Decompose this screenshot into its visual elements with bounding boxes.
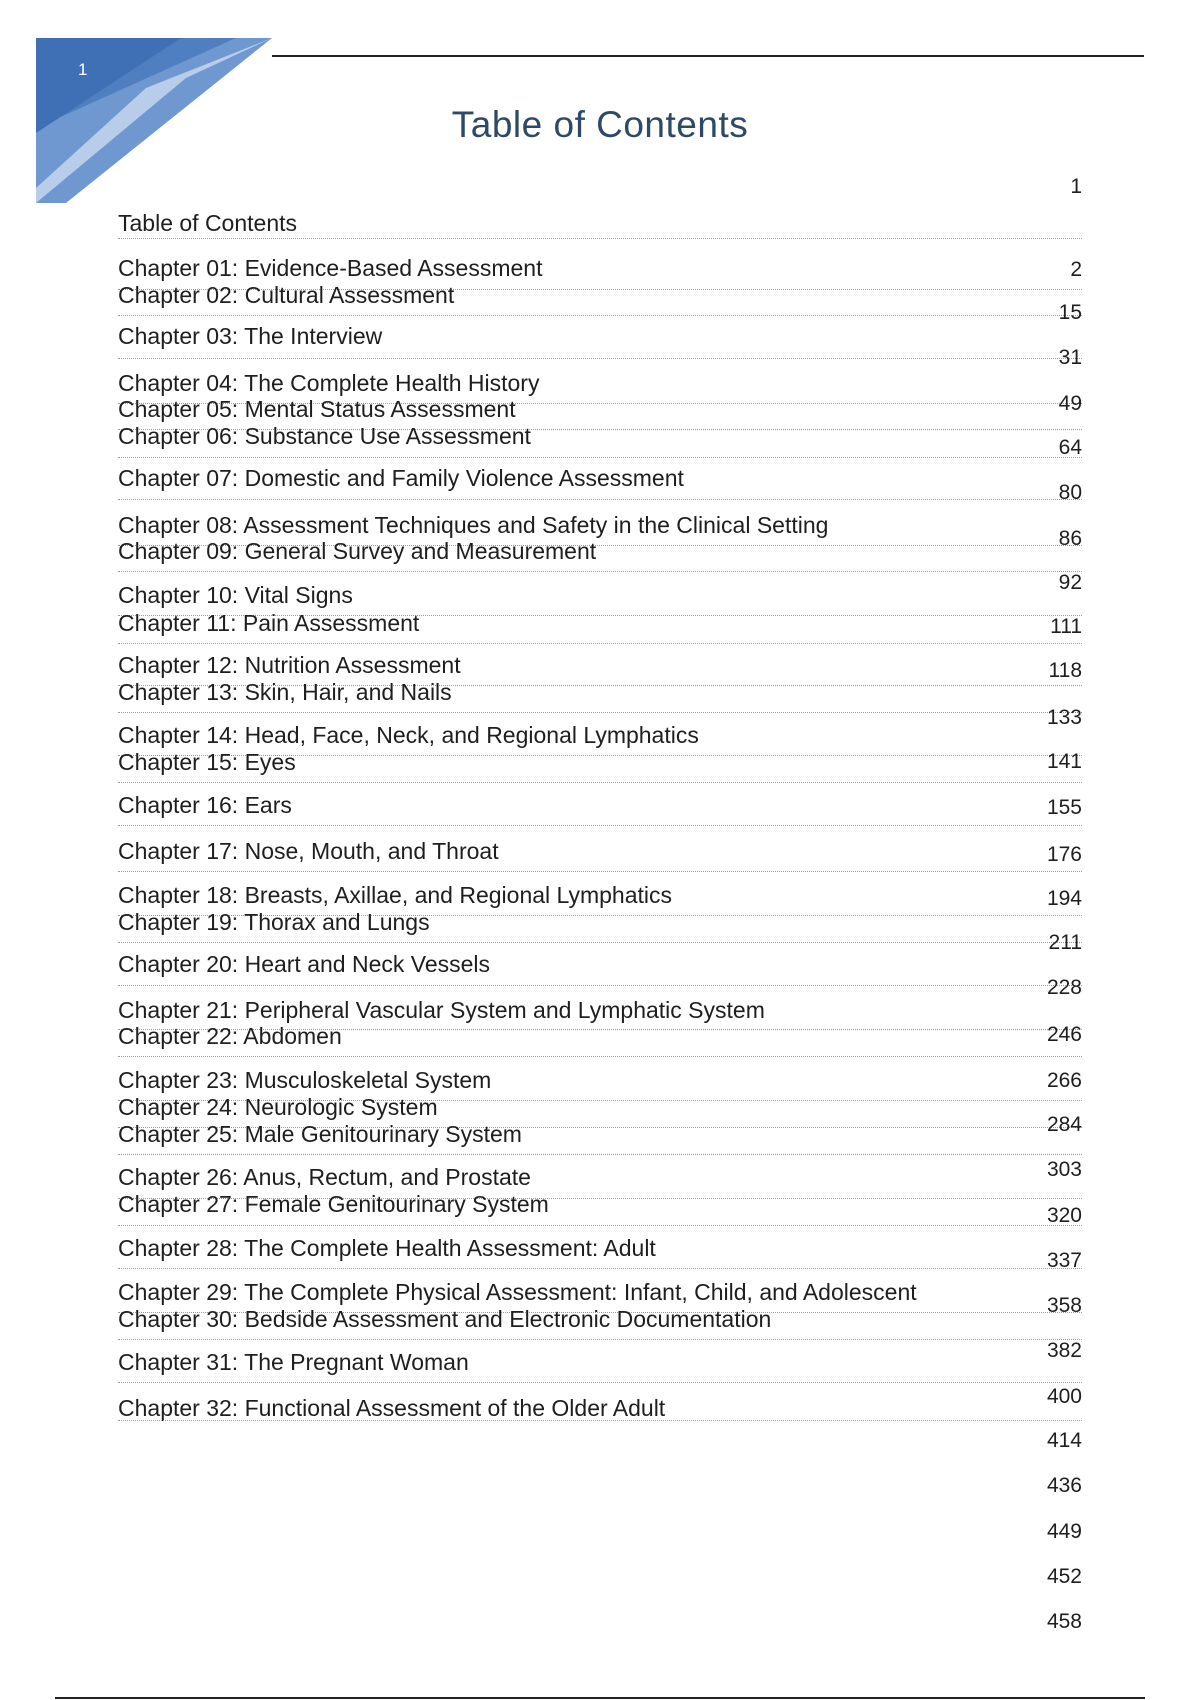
toc-page-number: 2 [1070,258,1082,281]
toc-entry[interactable]: Chapter 03: The Interview [118,323,383,349]
toc-entry[interactable]: Chapter 04: The Complete Health History [118,370,540,396]
toc-entry[interactable]: Chapter 15: Eyes [118,749,296,775]
dot-leader [118,985,1082,986]
toc-page-number: 133 [1046,706,1082,729]
dot-leader [118,1056,1082,1057]
dot-leader [118,1154,1082,1155]
toc-entry[interactable]: Chapter 11: Pain Assessment [118,610,420,636]
toc-page-number: 303 [1046,1158,1082,1181]
toc-page-number: 320 [1046,1204,1082,1227]
toc-page-number: 228 [1046,976,1082,999]
toc-entry-heading[interactable]: Table of Contents [118,210,298,236]
toc-entry[interactable]: Chapter 09: General Survey and Measurement [118,538,597,564]
toc-entry[interactable]: Chapter 23: Musculoskeletal System [118,1067,492,1093]
toc-page-number: 414 [1046,1429,1082,1452]
toc-page-number: 452 [1046,1565,1082,1588]
toc-entry[interactable]: Chapter 14: Head, Face, Neck, and Regional Lymphatics [118,722,699,748]
toc-entry[interactable]: Chapter 20: Heart and Neck Vessels [118,951,491,977]
dot-leader [118,825,1082,826]
toc-page-number: 15 [1058,301,1082,324]
toc-page-number: 382 [1046,1339,1082,1362]
toc-entry[interactable]: Chapter 30: Bedside Assessment and Electronic Documentation [118,1306,772,1332]
dot-leader [118,358,1082,359]
toc-page-number: 80 [1058,481,1082,504]
toc-page-number: 86 [1058,527,1082,550]
toc-page-number: 155 [1046,796,1082,819]
dot-leader [118,238,1082,239]
toc-entry[interactable]: Chapter 25: Male Genitourinary System [118,1121,522,1147]
dot-leader [118,1382,1082,1383]
dot-leader [118,942,1082,943]
toc-page-number: 1 [1070,175,1082,198]
toc-entry[interactable]: Chapter 13: Skin, Hair, and Nails [118,679,452,705]
toc-page-number: 118 [1048,659,1082,682]
toc-page-number: 284 [1046,1113,1082,1136]
toc-entry[interactable]: Chapter 17: Nose, Mouth, and Throat [118,838,499,864]
toc-entry[interactable]: Chapter 08: Assessment Techniques and Safety in the Clinical Setting [118,512,829,538]
toc-page-number: 111 [1050,615,1082,638]
dot-leader [118,1225,1082,1226]
toc-entry[interactable]: Chapter 31: The Pregnant Woman [118,1349,469,1375]
dot-leader [118,1420,1082,1421]
toc-entry[interactable]: Chapter 26: Anus, Rectum, and Prostate [118,1164,531,1190]
header-rule [272,55,1144,57]
toc-entry[interactable]: Chapter 24: Neurologic System [118,1094,438,1120]
toc-page-number: 92 [1058,571,1082,594]
toc-entry[interactable]: Chapter 01: Evidence-Based Assessment [118,255,543,281]
toc-page-number: 141 [1046,750,1082,773]
dot-leader [118,315,1082,316]
toc-entry[interactable]: Chapter 06: Substance Use Assessment [118,423,531,449]
toc-page-number: 449 [1046,1520,1082,1543]
toc-entry[interactable]: Chapter 29: The Complete Physical Assessment: Infant, Child, and Adolescent [118,1279,917,1305]
toc-entry[interactable]: Chapter 32: Functional Assessment of the Older Adult [118,1395,666,1421]
toc-page-number: 64 [1058,436,1082,459]
page-title: Table of Contents [451,104,749,145]
dot-leader [118,643,1082,644]
toc-entry[interactable]: Chapter 07: Domestic and Family Violence Assessment [118,465,684,491]
toc-page-number: 211 [1048,931,1082,954]
page-number: 1 [78,60,88,79]
toc-entry[interactable]: Chapter 27: Female Genitourinary System [118,1191,549,1217]
toc-page-number: 358 [1046,1294,1082,1317]
toc-entry[interactable]: Chapter 19: Thorax and Lungs [118,909,430,935]
toc-page-number: 176 [1046,843,1082,866]
toc-entry[interactable]: Chapter 28: The Complete Health Assessment: Adult [118,1235,656,1261]
toc-page-number: 246 [1046,1023,1082,1046]
dot-leader [118,782,1082,783]
toc-page-number: 194 [1046,887,1082,910]
dot-leader [118,1339,1082,1340]
toc-page-number: 400 [1046,1385,1082,1408]
toc-entry[interactable]: Chapter 16: Ears [118,792,292,818]
toc-page-number: 266 [1046,1069,1082,1092]
toc-entry[interactable]: Chapter 02: Cultural Assessment [118,282,455,308]
toc-entry[interactable]: Chapter 21: Peripheral Vascular System and Lymphatic System [118,997,765,1023]
toc-page-number: 31 [1058,346,1082,369]
toc-page-number: 458 [1046,1610,1082,1633]
dot-leader [118,712,1082,713]
toc-entry[interactable]: Chapter 22: Abdomen [118,1023,342,1049]
toc-entry[interactable]: Chapter 10: Vital Signs [118,582,353,608]
dot-leader [118,457,1082,458]
toc-entry[interactable]: Chapter 12: Nutrition Assessment [118,652,461,678]
toc-entry[interactable]: Chapter 18: Breasts, Axillae, and Regional Lymphatics [118,882,673,908]
dot-leader [118,499,1082,500]
toc-entry[interactable]: Chapter 05: Mental Status Assessment [118,396,516,422]
dot-leader [118,1268,1082,1269]
dot-leader [118,871,1082,872]
dot-leader [118,571,1082,572]
toc-page-number: 337 [1046,1249,1082,1272]
toc-page-number: 436 [1046,1474,1082,1497]
footer-rule [55,1697,1145,1699]
toc-page-number: 49 [1058,392,1082,415]
